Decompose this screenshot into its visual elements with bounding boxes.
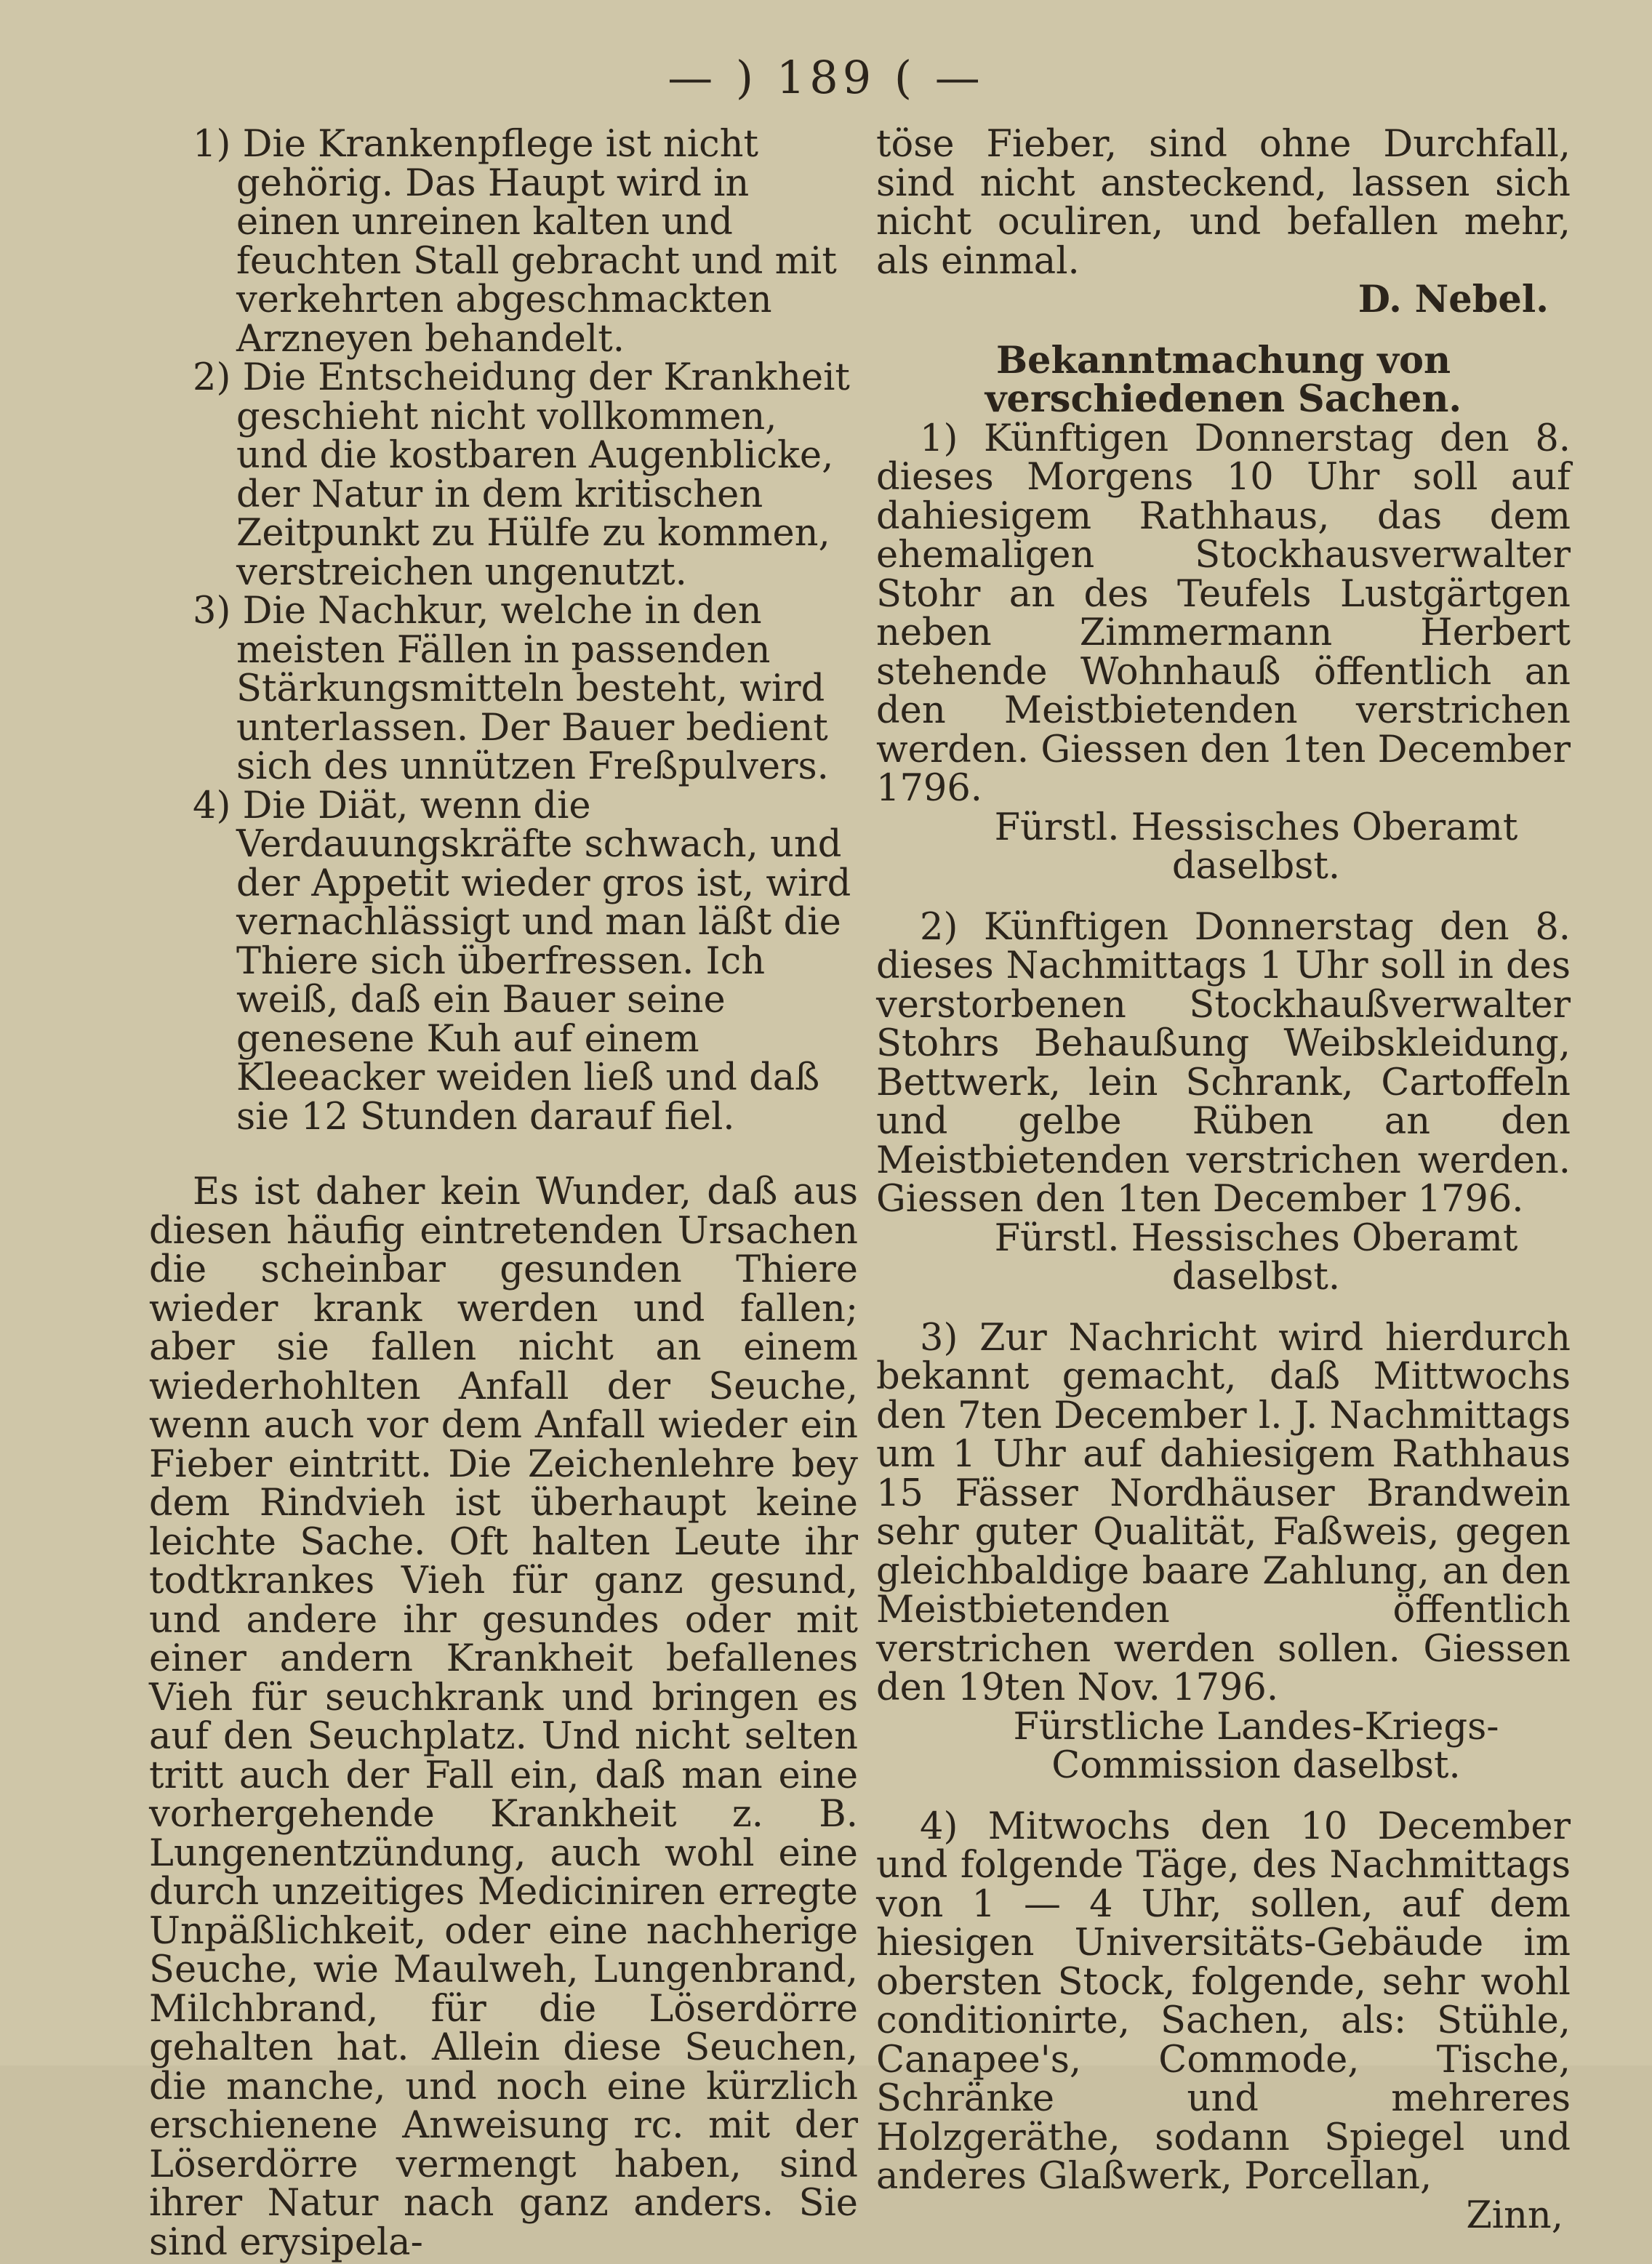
right-column: [876, 125, 1571, 2235]
list-item: [193, 123, 858, 361]
item-number: 4): [193, 784, 231, 827]
item-number: 3): [193, 590, 231, 633]
left-column: [149, 125, 858, 2262]
notice-signature: Fürstliche Landes-Kriegs-Commission daselbst.: [1013, 1705, 1499, 1787]
notice-text: 2) Künftigen Donnerstag den 8. dieses Nachmittags 1 Uhr soll in des verstorbenen Stockhaußverwalter Stohrs Behaußung Weibskleidung, Bettwerk, lein Schrank, Cartoffeln und gelbe Rüben an den Meistbietenden verstrichen werden. Giessen den 1ten December 1796.: [876, 905, 1571, 1221]
item-text: Die Nachkur, welche in den meisten Fällen in passenden Stärkungsmitteln besteht, wird unterlassen. Der Bauer bedient sich des unnützen Freßpulvers.: [236, 590, 829, 788]
item-text: Die Entscheidung der Krankheit geschieht nicht vollkommen, und die kostbaren Augenblicke, der Natur in dem kritischen Zeitpunkt zu Hülfe zu kommen, verstreichen ungenutzt.: [236, 356, 850, 594]
catchword: Zinn,: [1466, 2193, 1563, 2237]
page-number-header: — ) 189 ( —: [667, 51, 985, 104]
notice-text: 3) Zur Nachricht wird hierdurch bekannt gemacht, daß Mittwochs den 7ten December l. J. Nachmittags um 1 Uhr auf dahiesigem Rathhaus 15 Fässer Nordhäuser Brandwein sehr guter Qualität, Faßweis, gegen gleichbaldige baare Zahlung, an den Meistbietenden öffentlich verstrichen werden sollen. Giessen den 19ten Nov. 1796.: [876, 1316, 1571, 1709]
item-text: Die Krankenpflege ist nicht gehörig. Das Haupt wird in einen unreinen kalten und feuchten Stall gebracht und mit verkehrten abgeschmackten Arzneyen behandelt.: [236, 123, 837, 361]
item-text: Die Diät, wenn die Verdauungskräfte schwach, und der Appetit wieder gros ist, wird vernachlässigt und man läßt die Thiere sich überfressen. Ich weiß, daß ein Bauer seine genesene Kuh auf einem Kleeacker weiden ließ und daß sie 12 Stunden darauf fiel.: [236, 784, 851, 1139]
author-signature: D. Nebel.: [1358, 278, 1549, 321]
list-item: [193, 590, 858, 788]
list-item: [193, 356, 858, 594]
notice-text: 1) Künftigen Donnerstag den 8. dieses Morgens 10 Uhr soll auf dahiesigem Rathhaus, das dem ehemaligen Stockhausverwalter Stohr an des Teufels Lustgärtgen neben Zimmermann Herbert stehende Wohnhauß öffentlich an den Meistbietenden verstrichen werden. Giessen den 1ten December 1796.: [876, 417, 1571, 810]
notice-signature: Fürstl. Hessisches Oberamt daselbst.: [994, 806, 1518, 888]
body-paragraph: Es ist daher kein Wunder, daß aus diesen häufig eintretenden Ursachen die scheinbar gesunden Thiere wieder krank werden und fallen; aber sie fallen nicht an einem wiederhohlten Anfall der Seuche, wenn auch vor dem Anfall wieder ein Fieber eintritt. Die Zeichenlehre bey dem Rindvieh ist überhaupt keine leichte Sache. Oft halten Leute ihr todtkrankes Vieh für ganz gesund, und andere ihr gesundes oder mit einer andern Krankheit befallenes Vieh für seuchkrank und bringen es auf den Seuchplatz. Und nicht selten tritt auch der Fall ein, daß man eine vorhergehende Krankheit z. B. Lungenentzündung, auch wohl eine durch unzeitiges Mediciniren erregte Unpäßlichkeit, oder eine nachherige Seuche, wie Maulweh, Lungenbrand, Milchbrand, für die Löserdörre gehalten hat. Allein diese Seuchen, die manche, und noch eine kürzlich erschienene Anweisung rc. mit der Löserdörre vermengt haben, sind ihrer Natur nach ganz anders. Sie sind erysipela-: [149, 1171, 858, 2264]
notice-signature: Fürstl. Hessisches Oberamt daselbst.: [994, 1216, 1518, 1298]
item-number: 1): [193, 123, 231, 166]
item-number: 2): [193, 356, 231, 399]
notice-text: 4) Mitwochs den 10 December und folgende Täge, des Nachmittags von 1 — 4 Uhr, sollen, auf dem hiesigen Universitäts-Gebäude im obersten Stock, folgende, sehr wohl conditionirte, Sachen, als: Stühle, Canapee's, Commode, Tische, Schränke und mehreres Holzgeräthe, sodann Spiegel und anderes Glaßwerk, Porcellan,: [876, 1805, 1571, 2198]
list-item: [193, 784, 858, 1139]
continuation-text: töse Fieber, sind ohne Durchfall, sind nicht ansteckend, lassen sich nicht oculiren, und befallen mehr, als einmal.: [876, 123, 1571, 283]
section-heading: Bekanntmachung von verschiedenen Sachen.: [985, 338, 1462, 421]
